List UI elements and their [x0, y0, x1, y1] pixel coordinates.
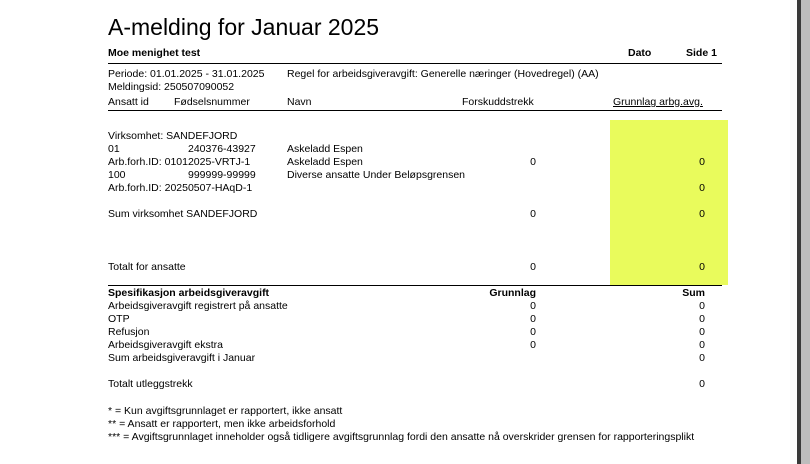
col-basis: Grunnlag arbg.avg. — [613, 96, 703, 108]
total-employees-tax: 0 — [530, 261, 536, 273]
scrollbar[interactable] — [801, 0, 810, 464]
spec-sum: 0 — [699, 313, 705, 325]
spec-sum: 0 — [699, 339, 705, 351]
col-birth-number: Fødselsnummer — [174, 96, 250, 108]
spec-sum: 0 — [699, 300, 705, 312]
row-name: Diverse ansatte Under Beløpsgrensen — [287, 169, 466, 181]
spec-sum: 0 — [699, 326, 705, 338]
row-employee-id: Arb.forh.ID: 01012025-VRTJ-1 — [108, 156, 251, 168]
header-rule — [108, 63, 722, 64]
footnote: *** = Avgiftsgrunnlaget inneholder også tidligere avgiftsgrunnlag fordi den ansatte nå overskrider grensen for rapporteringsplikt — [108, 431, 695, 443]
spec-sum: 0 — [699, 352, 705, 364]
employer-rule-text: Regel for arbeidsgiveravgift: Generelle næringer (Hovedregel) (AA) — [287, 68, 599, 80]
spec-label: Refusjon — [108, 326, 150, 338]
business-sum-basis: 0 — [699, 208, 705, 220]
total-deduction-label: Totalt utleggstrekk — [108, 378, 193, 390]
spec-label: Arbeidsgiveravgift registrert på ansatte — [108, 300, 288, 312]
row-name: Askeladd Espen — [287, 156, 363, 168]
row-birth-number: 999999-99999 — [188, 169, 256, 181]
spec-basis: 0 — [530, 300, 536, 312]
col-name: Navn — [287, 96, 312, 108]
row-employee-id: Arb.forh.ID: 20250507-HAqD-1 — [108, 182, 253, 194]
row-employee-id: 01 — [108, 143, 120, 155]
total-deduction-sum: 0 — [699, 378, 705, 390]
spec-col-basis: Grunnlag — [489, 287, 536, 299]
col-employee-id: Ansatt id — [108, 96, 149, 108]
date-label: Dato — [628, 47, 652, 59]
page-number: Side 1 — [686, 47, 717, 59]
footnote: ** = Ansatt er rapportert, men ikke arbeidsforhold — [108, 418, 336, 430]
row-tax: 0 — [530, 156, 536, 168]
spec-heading: Spesifikasjon arbeidsgiveravgift — [108, 287, 270, 299]
row-basis: 0 — [699, 156, 705, 168]
row-basis: 0 — [699, 182, 705, 194]
spec-basis: 0 — [530, 313, 536, 325]
period-text: Periode: 01.01.2025 - 31.01.2025 — [108, 68, 265, 80]
spec-label: OTP — [108, 313, 130, 325]
footnote: * = Kun avgiftsgrunnlaget er rapportert, ikke ansatt — [108, 405, 343, 417]
total-employees-label: Totalt for ansatte — [108, 261, 186, 273]
company-name: Moe menighet test — [108, 47, 201, 59]
page-title: A-melding for Januar 2025 — [108, 14, 380, 40]
col-tax-deduction: Forskuddstrekk — [462, 96, 534, 108]
spec-label: Arbeidsgiveravgift ekstra — [108, 339, 223, 351]
business-label: Virksomhet: SANDEFJORD — [108, 130, 238, 142]
message-id: Meldingsid: 250507090052 — [108, 81, 235, 93]
row-name: Askeladd Espen — [287, 143, 363, 155]
total-employees-basis: 0 — [699, 261, 705, 273]
spec-col-sum: Sum — [682, 287, 705, 299]
business-sum-tax: 0 — [530, 208, 536, 220]
row-employee-id: 100 — [108, 169, 126, 181]
business-sum-label: Sum virksomhet SANDEFJORD — [108, 208, 258, 220]
spec-basis: 0 — [530, 339, 536, 351]
spec-basis: 0 — [530, 326, 536, 338]
spec-rule — [108, 285, 722, 286]
column-header-rule — [108, 110, 722, 111]
row-birth-number: 240376-43927 — [188, 143, 256, 155]
spec-label: Sum arbeidsgiveravgift i Januar — [108, 352, 256, 364]
